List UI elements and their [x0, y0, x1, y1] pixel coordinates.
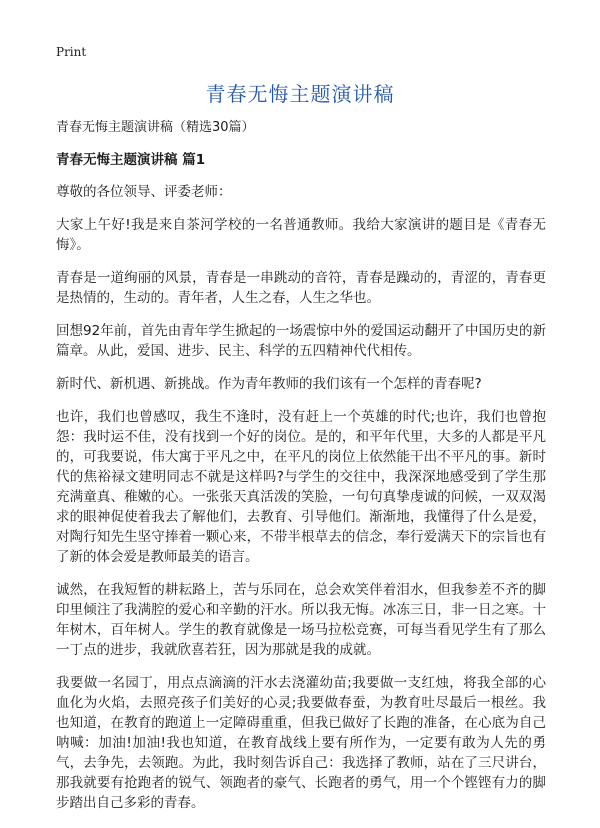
paragraph: 我要做一名园丁，用点点滴滴的汗水去浇灌幼苗;我要做一支红烛，将我全部的心血化为火焰，去照亮孩子们美好的心灵;我要做春蚕，为教育吐尽最后一根丝。我也知道，在教育的跑道上一定障碍重重，但我已做好了长跑的准备，在心底为自己呐喊：加油!加油!我也知道，在教育战线上要有所作为，一定要有敢为人先的勇气，去争先，去领跑。为此，我时刻告诉自己：我选择了教师，站在了三尺讲台，那我就要有抢跑者的锐气、领跑者的豪气、长跑者的勇气，用一个个铿铿有力的脚步踏出自己多彩的青春。	[56, 675, 546, 811]
paragraph: 青春是一道绚丽的风景，青春是一串跳动的音符，青春是躁动的，青涩的，青春更是热情的，生动的。青年者，人生之春，人生之华也。	[56, 270, 546, 306]
article-subtitle: 青春无悔主题演讲稿（精选30篇）	[56, 120, 255, 135]
paragraph: 也许，我们也曾感叹，我生不逢时，没有赶上一个英雄的时代;也许，我们也曾抱怨：我时运不佳，没有找到一个好的岗位。是的，和平年代里，大多的人都是平凡的，可我要说，伟大寓于平凡之中，在平凡的岗位上依然能干出不平凡的事。新时代的焦裕禄文建明同志不就是这样吗?与学生的交往中，我深深地感受到了学生那充满童真、稚嫩的心。一张张天真活泼的笑脸，一句句真挚虔诚的问候，一双双渴求的眼神促使着我去了解他们，去教育、引导他们。渐渐地，我懂得了什么是爱，对陶行知先生坚守捧着一颗心来，不带半根草去的信念，奉行爱满天下的宗旨也有了新的体会爱是教师最美的语言。	[56, 409, 546, 565]
page-title: 青春无悔主题演讲稿	[205, 82, 395, 106]
paragraph: 回想92年前，首先由青年学生掀起的一场震惊中外的爱国运动翻开了中国历史的新篇章。从此，爱国、进步、民主、科学的五四精神代代相传。	[56, 323, 546, 359]
paragraph: 诚然，在我短暂的耕耘路上，苦与乐同在，总会欢笑伴着泪水，但我参差不齐的脚印里倾注了我满腔的爱心和辛勤的汗水。所以我无悔。冰冻三日，非一日之寒。十年树木，百年树人。学生的教育就像是一场马拉松竞赛，可每当看见学生有了那么一丁点的进步，我就欣喜若狂，因为那就是我的成就。	[56, 582, 546, 658]
article-body	[56, 118, 546, 826]
salutation-paragraph: 尊敬的各位领导、评委老师：	[56, 184, 232, 200]
section-heading: 青春无悔主题演讲稿 篇1	[56, 152, 206, 168]
paragraph: 大家上午好!我是来自茶河学校的一名普通教师。我给大家演讲的题目是《青春无悔》。	[56, 217, 546, 253]
paragraph: 新时代、新机遇、新挑战。作为青年教师的我们该有一个怎样的青春呢?	[56, 376, 482, 392]
print-link[interactable]: Print	[56, 45, 87, 59]
